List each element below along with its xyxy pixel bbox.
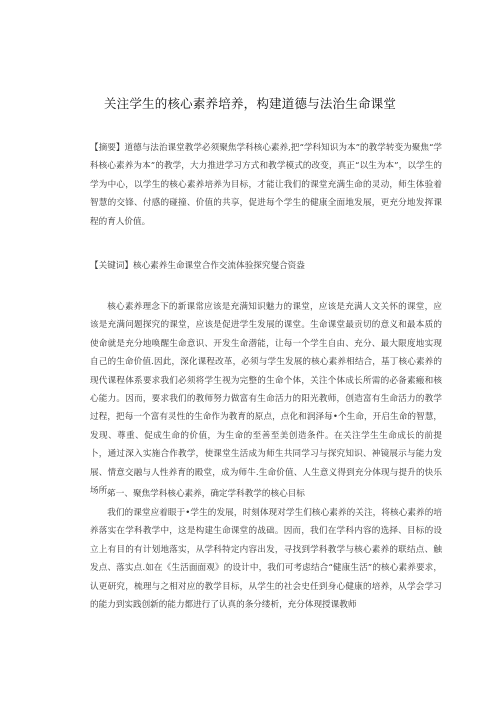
- body-paragraph-2: 我们的课堂应着眼于•学生的发展，时刻体现对学生们核心素养的关注，将核心素养的培养落实在学科教学中，这是构建生命课堂的战础。因而，我们在学科内容的选择、目标的设立上有目的有计划地落实，从学科特定内容出发，寻找到学科教学与核心素养的联结点、触发点、落实点.如在《生活面面观》的设计中，我们可考虑结合“健康生活”的核心素养要求，认更研究，梳理与之相对应的教学目标，从学生的社会史任到身心健康的培养，从学会学习的能力到实践创新的能力都进行了认真的条分缕析，充分体现授课教师: [90, 508, 442, 611]
- body-paragraph-1: 核心素养理念下的新课常应该是充满知识魅力的课堂，应该是充满人文关怀的课堂，应该是充满问题探究的课堂，应该是促进学生发展的课堂。生命课堂最贡切的意义和最本质的使命就是充分地唤醒生命意识、开发生命潜能，让每一个学生自由、充分、最大限度地实现自己的生命价值.因此，深化课程改革，必须与学生发展的核心素养相结合，基丁核心素养的现代课程体系要求我们必须将学生视为完整的生命个体，关注个体成长所需的必备素瘢和核心能力。因而，要求我们的教师努力做富有生命活力的阳光教师，创造富有生命活力的教学过程，把每一个富有灵性的生命作为教育的原点，点化和润泽每•个生命，开启生命的智慧，发现、尊重、促成生命的价值，为生命的至善至美创造条件。在关注学生生命成长的前提卜，通过深入实施合作教学，使课堂生活成为师生共同学习与探究知识、神镜展示与能力发展、情意交融与人性养育的殿堂，成为师牛.生命价值、人生意义得到充分体现与提升的快乐场所。: [90, 302, 442, 497]
- section-heading-1: 笫一、聚焦学科核心素养，确定学科教学的核心目标: [107, 489, 305, 499]
- abstract-paragraph: 【摘要】道德与法治课堂教学必须聚焦学科核心素养,把“学科知识为本”的教学转变为聚焦“学科核心素养为本”的教学，大力推进学习方式和教学模式的改变，真正“以生为本”，以学生的学为中心，以学生的核心素养培养为目标，才能让我们的课堂充满生命的灵动，师生体验着智慧的交锋、付感的碰撞、价值的共享，促进每个学生的健康全面地发展，更充分地发挥课程的育人价值。: [90, 143, 442, 227]
- keywords-paragraph: 【关键词】核心素养生命课堂合作交流体验探究燮合资盎: [90, 261, 305, 271]
- page-title: 关注学生的核心素养培养，构建道德与法治生命课堂: [103, 96, 397, 111]
